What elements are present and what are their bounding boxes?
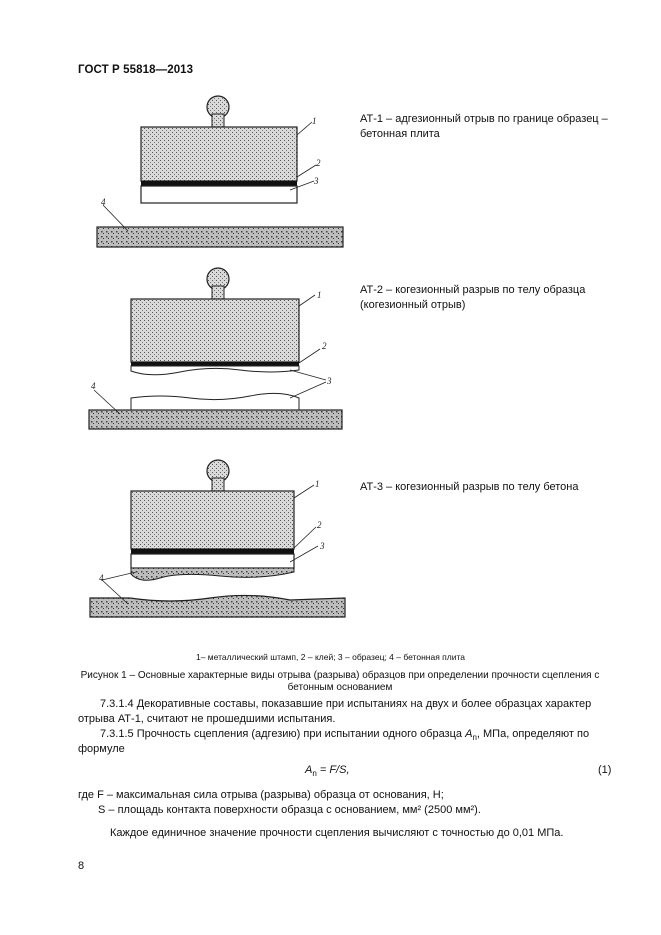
paragraph-7-3-1-5-cont: формуле (78, 743, 125, 755)
callout-4: 4 (91, 381, 96, 391)
concrete-slab (89, 410, 342, 429)
metal-stamp (131, 491, 294, 549)
detached-concrete (131, 568, 294, 580)
callout-1: 1 (317, 290, 322, 300)
stamp-stem (212, 114, 224, 128)
diagram-at3 (90, 460, 345, 617)
sample-layer (141, 186, 297, 203)
diagram-at1 (97, 96, 343, 247)
metal-stamp (141, 127, 297, 181)
paragraph-7-3-1-4-cont: отрыва АТ-1, считают не прошедшими испытания. (78, 713, 336, 725)
where-s: S – площадь контакта поверхности образца с основанием, мм² (2500 мм²). (98, 804, 481, 816)
caption-at3: АТ-3 – когезионный разрыв по телу бетона (360, 481, 579, 493)
metal-stamp (131, 299, 299, 362)
glue-layer (141, 181, 297, 186)
closing-paragraph: Каждое единичное значение прочности сцепления вычисляют с точностью до 0,01 МПа. (110, 827, 564, 839)
sample-upper-part (131, 366, 299, 375)
formula-number: (1) (598, 764, 612, 776)
concrete-slab (90, 595, 345, 617)
caption-at1: АТ-1 – адгезионный отрыв по границе образец – бетонная плита (360, 113, 608, 140)
sample-layer (131, 554, 294, 568)
glue-layer (131, 362, 299, 366)
glue-layer (131, 549, 294, 554)
formula: $A_n = F/S$, (305, 764, 350, 779)
callout-2: 2 (317, 520, 322, 530)
paragraph-7-3-1-4: 7.3.1.4 Декоративные составы, показавшие при испытаниях на двух и более образцах характер (100, 698, 592, 710)
callout-2: 2 (316, 158, 321, 168)
stamp-stem (212, 286, 224, 300)
callout-3: 3 (327, 376, 332, 386)
paragraph-7-3-1-5: 7.3.1.5 Прочность сцепления (адгезию) при испытании одного образца $A_n$, МПа, определяют по (100, 728, 590, 743)
callout-4: 4 (101, 197, 106, 207)
callout-4: 4 (99, 573, 104, 583)
callout-1: 1 (312, 116, 317, 126)
concrete-slab (97, 227, 343, 247)
where-f: где F – максимальная сила отрыва (разрыва) образца от основания, Н; (78, 789, 444, 801)
callout-3: 3 (320, 541, 325, 551)
figure-caption: Рисунок 1 – Основные характерные виды отрыва (разрыва) образцов при определении прочности сцепления с бетонным основанием (80, 670, 600, 693)
diagram-at2 (89, 268, 342, 429)
document-header: ГОСТ Р 55818—2013 (78, 64, 194, 76)
page-number: 8 (78, 860, 85, 872)
callout-2: 2 (322, 341, 327, 351)
callout-3: 3 (314, 176, 319, 186)
sample-lower-part (131, 393, 299, 410)
stamp-stem (212, 478, 224, 492)
caption-at2: АТ-2 – когезионный разрыв по телу образца (когезионный отрыв) (360, 284, 586, 311)
callout-1: 1 (315, 479, 320, 489)
figure-legend: 1– металлический штамп, 2 – клей; 3 – образец; 4 – бетонная плита (195, 652, 466, 662)
